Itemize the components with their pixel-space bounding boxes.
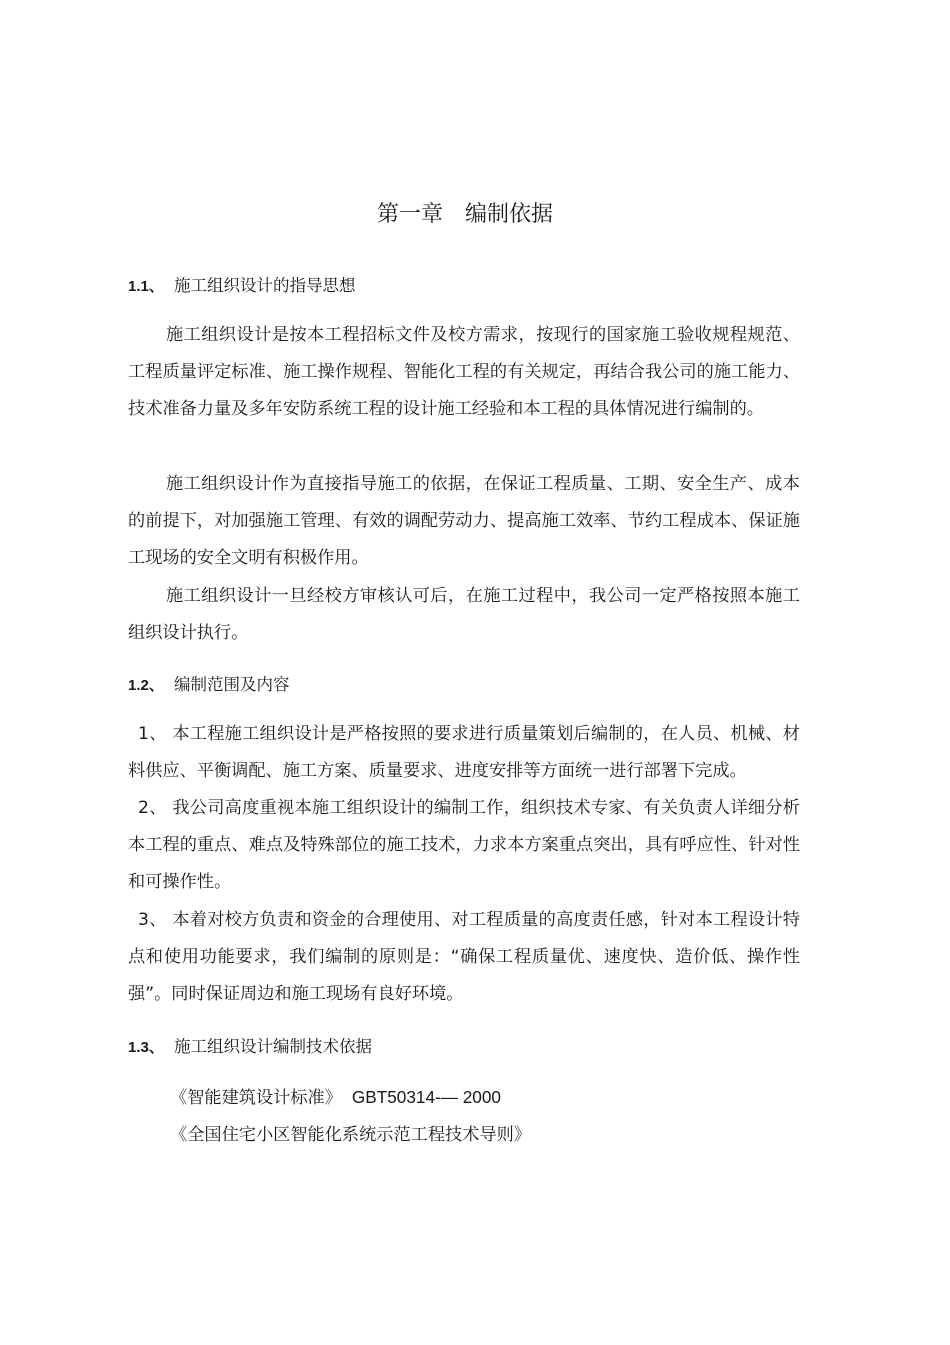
list-item: 3、 本着对校方负责和资金的合理使用、对工程质量的高度责任感，针对本工程设计特点和使用功能要求，我们编制的原则是：“确保工程质量优、速度快、造价低、操作性强”。同时保证周边和施工现场有良好环境。 (128, 910, 800, 1005)
list-item: 1、 本工程施工组织设计是严格按照的要求进行质量策划后编制的，在人员、机械、材料供应、平衡调配、施工方案、质量要求、进度安排等方面统一进行部署下完成。 (128, 724, 800, 782)
section-title: 施工组织设计的指导思想 (174, 276, 356, 295)
reference-code: GBT50314-— 2000 (351, 1087, 501, 1107)
section-number: 1.3、 (128, 1039, 164, 1056)
section-heading-1-1 (128, 274, 356, 299)
paragraph: 施工组织设计是按本工程招标文件及校方需求，按现行的国家施工验收规程规范、工程质量评定标准、施工操作规程、智能化工程的有关规定，再结合我公司的施工能力、技术准备力量及多年安防系统工程的设计施工经验和本工程的具体情况进行编制的。 (128, 325, 800, 420)
reference-item (170, 1082, 501, 1113)
section-number: 1.2、 (128, 677, 164, 694)
section-number: 1.1、 (128, 278, 164, 295)
section-title: 施工组织设计编制技术依据 (174, 1037, 372, 1056)
reference-name: 《全国住宅小区智能化系统示范工程技术导则》 (170, 1125, 531, 1145)
section-heading-1-3 (128, 1035, 372, 1060)
reference-name: 《智能建筑设计标准》 (170, 1088, 342, 1108)
section-title: 编制范围及内容 (174, 675, 290, 694)
list-item: 2、 我公司高度重视本施工组织设计的编制工作，组织技术专家、有关负责人详细分析本工程的重点、难点及特殊部位的施工技术，力求本方案重点突出，具有呼应性、针对性和可操作性。 (128, 798, 800, 893)
paragraph: 施工组织设计作为直接指导施工的依据，在保证工程质量、工期、安全生产、成本的前提下，对加强施工管理、有效的调配劳动力、提高施工效率、节约工程成本、保证施工现场的安全文明有积极作用。 (128, 474, 800, 569)
chapter-title: 第一章 编制依据 (376, 202, 553, 227)
paragraph: 施工组织设计一旦经校方审核认可后，在施工过程中，我公司一定严格按照本施工组织设计执行。 (128, 586, 800, 644)
section-heading-1-2 (128, 673, 290, 698)
reference-item (170, 1120, 531, 1150)
